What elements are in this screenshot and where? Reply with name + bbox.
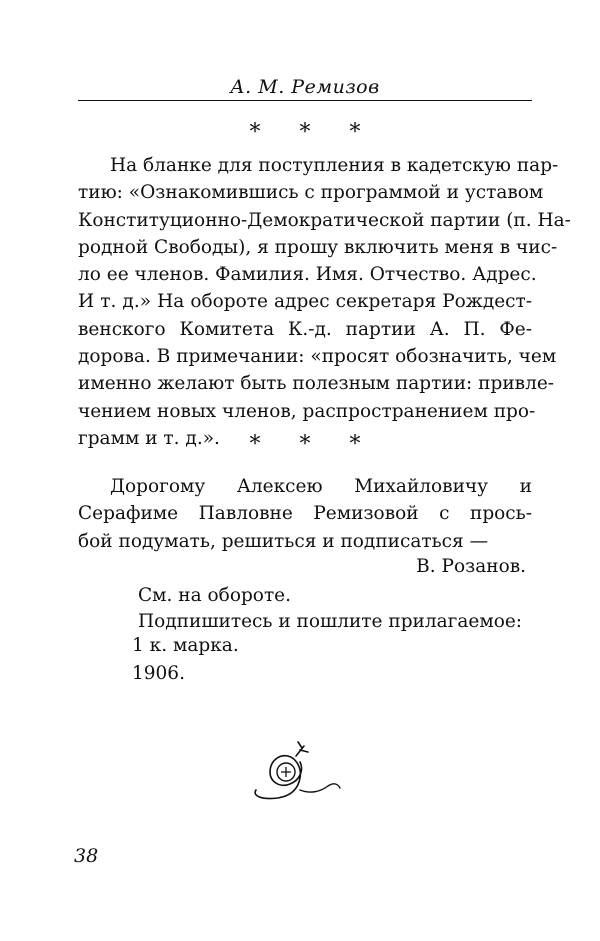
text-line: На бланке для поступления в кадетскую пар- xyxy=(110,155,559,176)
paragraph-dedication xyxy=(78,473,532,555)
text-line: тию: «Ознакомившись с программой и уставом xyxy=(78,182,544,204)
ornament-icon xyxy=(248,738,343,808)
paragraph-party-form xyxy=(78,152,571,452)
note-line: См. на обороте. xyxy=(138,585,292,606)
year: 1906. xyxy=(132,663,185,684)
section-separator: * * * xyxy=(249,432,377,457)
note-line: 1 к. марка. xyxy=(132,635,239,656)
text-line: бой подумать, решиться и подписаться — xyxy=(78,530,489,552)
section-separator: * * * xyxy=(249,120,377,145)
text-line: именно желают быть полезным партии: привле- xyxy=(78,373,555,395)
note-line: Подпишитесь и пошлите прилагаемое: xyxy=(138,611,523,632)
text-line: чением новых членов, распространением про- xyxy=(78,400,536,422)
text-line: родной Свободы), я прошу включить меня в чис- xyxy=(78,236,558,258)
page-number: 38 xyxy=(74,845,99,867)
text-line: ло ее членов. Фамилия. Имя. Отчество. Адрес. xyxy=(78,264,537,286)
text-line: дорова. В примечании: «просят обозначить, чем xyxy=(78,346,557,368)
signature: В. Розанов. xyxy=(416,556,526,577)
text-line: грамм и т. д.». xyxy=(78,427,220,449)
text-line: Серафиме Павловне Ремизовой с прось- xyxy=(78,503,532,525)
text-line: Конституционно-Демократической партии (п. На- xyxy=(78,209,571,231)
header-rule xyxy=(78,100,532,101)
text-line: венского Комитета К.-д. партии А. П. Фе- xyxy=(78,318,532,340)
running-title: А. М. Ремизов xyxy=(230,76,380,98)
text-line: Дорогому Алексею Михайловичу и xyxy=(110,476,532,497)
text-line: И т. д.» На обороте адрес секретаря Рождест- xyxy=(78,291,532,313)
